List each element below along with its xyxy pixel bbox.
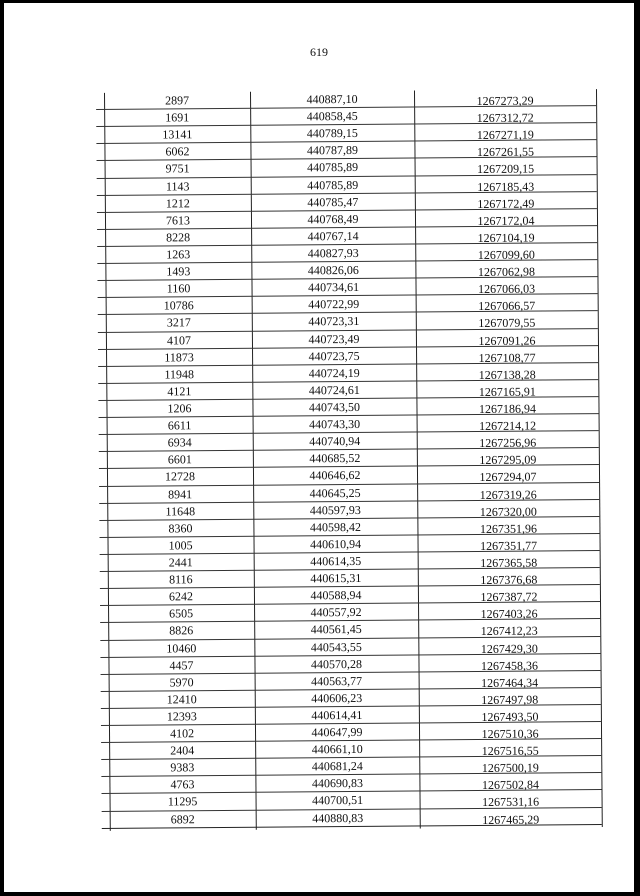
x-coordinate-cell: 440723,31 xyxy=(308,314,360,329)
point-id-cell: 1212 xyxy=(165,195,190,211)
y-coordinate-cell: 1267271,19 xyxy=(476,127,534,143)
x-coordinate-cell: 440827,93 xyxy=(307,245,359,261)
point-id-cell: 12393 xyxy=(166,709,197,724)
y-coordinate-cell: 1267091,26 xyxy=(478,333,536,348)
point-id-cell: 6062 xyxy=(165,144,190,159)
y-coordinate-cell: 1267062,98 xyxy=(477,264,535,280)
point-id-cell: 12728 xyxy=(164,469,196,484)
x-coordinate-cell: 440614,35 xyxy=(310,553,362,569)
x-coordinate-cell: 440588,94 xyxy=(310,588,362,603)
y-coordinate-cell: 1267165,91 xyxy=(478,384,536,399)
x-coordinate-cell: 440743,30 xyxy=(309,417,361,432)
point-id-cell: 8826 xyxy=(169,623,194,638)
point-id-cell: 1493 xyxy=(166,264,191,279)
x-coordinate-cell: 440615,31 xyxy=(310,570,362,586)
y-coordinate-cell: 1267172,04 xyxy=(477,213,535,228)
y-coordinate-cell: 1267104,19 xyxy=(477,230,535,245)
point-id-cell: 9751 xyxy=(165,161,190,176)
y-coordinate-cell: 1267312,72 xyxy=(476,110,534,126)
x-coordinate-cell: 440767,14 xyxy=(307,228,359,244)
x-coordinate-cell: 440734,61 xyxy=(307,280,360,295)
y-coordinate-cell: 1267465,29 xyxy=(482,812,540,827)
y-coordinate-cell: 1267273,29 xyxy=(476,93,534,109)
point-id-cell: 4102 xyxy=(169,726,195,741)
x-coordinate-cell: 440789,15 xyxy=(306,126,358,141)
x-coordinate-cell: 440700,51 xyxy=(312,793,364,808)
point-id-cell: 3217 xyxy=(166,315,191,330)
x-coordinate-cell: 440543,55 xyxy=(310,639,362,654)
point-id-cell: 8116 xyxy=(168,572,193,587)
x-coordinate-cell: 440563,77 xyxy=(311,673,363,689)
point-id-cell: 8360 xyxy=(168,520,193,536)
y-coordinate-cell: 1267516,55 xyxy=(481,743,539,759)
document-page xyxy=(4,3,634,892)
point-id-cell: 10786 xyxy=(163,298,194,313)
x-coordinate-cell: 440661,10 xyxy=(311,742,363,757)
y-coordinate-cell: 1267365,58 xyxy=(480,555,538,570)
x-coordinate-cell: 440740,94 xyxy=(309,434,361,449)
point-id-cell: 6601 xyxy=(167,452,192,467)
point-id-cell: 11873 xyxy=(164,349,194,365)
y-coordinate-cell: 1267464,34 xyxy=(481,675,539,690)
x-coordinate-cell: 440723,49 xyxy=(308,331,360,346)
coordinates-table xyxy=(96,89,602,831)
y-coordinate-cell: 1267079,55 xyxy=(478,315,536,331)
y-coordinate-cell: 1267172,49 xyxy=(477,196,535,211)
point-id-cell: 1005 xyxy=(168,538,193,553)
x-coordinate-cell: 440724,19 xyxy=(308,365,360,381)
x-coordinate-cell: 440681,24 xyxy=(311,759,363,774)
point-id-cell: 4763 xyxy=(170,777,195,792)
x-coordinate-cell: 440887,10 xyxy=(306,91,358,107)
point-id-cell: 13141 xyxy=(162,127,193,142)
x-coordinate-cell: 440785,89 xyxy=(307,160,359,175)
y-coordinate-cell: 1267294,07 xyxy=(479,469,537,485)
x-coordinate-cell: 440723,75 xyxy=(308,348,360,363)
point-id-cell: 11295 xyxy=(167,794,198,809)
point-id-cell: 7613 xyxy=(165,213,191,228)
x-coordinate-cell: 440614,41 xyxy=(311,707,363,723)
x-coordinate-cell: 440826,06 xyxy=(307,263,359,278)
point-id-cell: 1691 xyxy=(165,110,190,125)
point-id-cell: 6242 xyxy=(168,589,194,604)
y-coordinate-cell: 1267376,68 xyxy=(480,572,538,588)
point-id-cell: 5970 xyxy=(169,674,194,690)
table-row xyxy=(102,808,602,829)
y-coordinate-cell: 1267138,28 xyxy=(478,367,536,382)
point-id-cell: 12410 xyxy=(166,692,197,707)
point-id-cell: 8941 xyxy=(168,486,193,501)
y-coordinate-cell: 1267099,60 xyxy=(477,247,535,262)
x-coordinate-cell: 440646,62 xyxy=(309,468,361,483)
y-coordinate-cell: 1267429,30 xyxy=(480,641,538,656)
x-coordinate-cell: 440645,25 xyxy=(309,485,361,500)
y-coordinate-cell: 1267066,57 xyxy=(478,298,536,314)
point-id-cell: 6934 xyxy=(167,435,192,450)
y-coordinate-cell: 1267295,09 xyxy=(479,452,537,468)
point-id-cell: 8228 xyxy=(166,230,191,245)
point-id-cell: 2404 xyxy=(170,743,195,758)
y-coordinate-cell: 1267497,98 xyxy=(481,692,539,707)
y-coordinate-cell: 1267256,96 xyxy=(479,435,537,451)
x-coordinate-cell: 440561,45 xyxy=(310,622,362,637)
point-id-cell: 2441 xyxy=(168,555,193,570)
x-coordinate-cell: 440768,49 xyxy=(307,211,359,227)
point-id-cell: 6892 xyxy=(170,811,195,827)
y-coordinate-cell: 1267319,26 xyxy=(479,487,537,502)
x-coordinate-cell: 440787,89 xyxy=(306,143,359,158)
x-coordinate-cell: 440722,99 xyxy=(308,297,360,312)
x-coordinate-cell: 440610,94 xyxy=(309,536,362,552)
y-coordinate-cell: 1267185,43 xyxy=(477,179,535,194)
x-coordinate-cell: 440557,92 xyxy=(310,605,362,620)
y-coordinate-cell: 1267351,77 xyxy=(480,538,538,553)
point-id-cell: 4107 xyxy=(166,332,191,347)
table-body xyxy=(96,89,602,829)
point-id-cell: 1206 xyxy=(167,401,192,416)
y-coordinate-cell: 1267387,72 xyxy=(480,589,538,605)
y-coordinate-cell: 1267186,94 xyxy=(478,401,537,416)
y-coordinate-cell: 1267209,15 xyxy=(477,161,535,177)
y-coordinate-cell: 1267403,26 xyxy=(480,606,538,622)
point-id-cell: 1143 xyxy=(165,178,190,194)
x-coordinate-cell: 440685,52 xyxy=(309,451,361,466)
x-coordinate-cell: 440858,45 xyxy=(306,109,358,124)
x-coordinate-cell: 440724,61 xyxy=(308,382,360,398)
y-coordinate-cell: 1267320,00 xyxy=(479,504,537,519)
y-coordinate-cell: 1267510,36 xyxy=(481,726,539,742)
x-coordinate-cell: 440597,93 xyxy=(309,502,361,517)
point-id-cell: 6611 xyxy=(167,418,192,433)
y-coordinate-cell: 1267108,77 xyxy=(478,350,536,365)
y-coordinate-cell: 1267412,23 xyxy=(480,623,538,639)
x-coordinate-cell: 440647,99 xyxy=(311,724,363,740)
y-coordinate-cell: 1267458,36 xyxy=(480,658,539,673)
point-id-cell: 1263 xyxy=(166,247,191,262)
point-id-cell: 4457 xyxy=(169,657,194,673)
page-number: 619 xyxy=(310,45,328,59)
x-coordinate-cell: 440785,47 xyxy=(307,194,359,209)
point-id-cell: 10460 xyxy=(166,640,197,655)
point-id-cell: 1160 xyxy=(166,281,191,296)
x-coordinate-cell: 440606,23 xyxy=(311,690,363,706)
x-coordinate-cell: 440690,83 xyxy=(311,776,363,791)
x-coordinate-cell: 440785,89 xyxy=(307,177,359,192)
x-coordinate-cell: 440880,83 xyxy=(312,810,364,825)
x-coordinate-cell: 440598,42 xyxy=(309,519,361,535)
point-id-cell: 9383 xyxy=(170,760,195,775)
point-id-cell: 6505 xyxy=(169,606,194,621)
y-coordinate-cell: 1267493,50 xyxy=(481,709,539,724)
y-coordinate-cell: 1267261,55 xyxy=(476,144,535,160)
y-coordinate-cell: 1267066,03 xyxy=(477,281,536,297)
point-id-cell: 4121 xyxy=(167,384,192,399)
y-coordinate-cell: 1267531,16 xyxy=(482,795,540,810)
point-id-cell: 11648 xyxy=(165,503,196,519)
x-coordinate-cell: 440743,50 xyxy=(308,399,361,415)
y-coordinate-cell: 1267500,19 xyxy=(481,760,539,776)
y-coordinate-cell: 1267351,96 xyxy=(479,521,537,536)
x-coordinate-cell: 440570,28 xyxy=(310,656,363,671)
y-coordinate-cell: 1267214,12 xyxy=(479,418,537,434)
point-id-cell: 11948 xyxy=(164,366,195,382)
point-id-cell: 2897 xyxy=(165,93,190,108)
y-coordinate-cell: 1267502,84 xyxy=(481,777,540,793)
